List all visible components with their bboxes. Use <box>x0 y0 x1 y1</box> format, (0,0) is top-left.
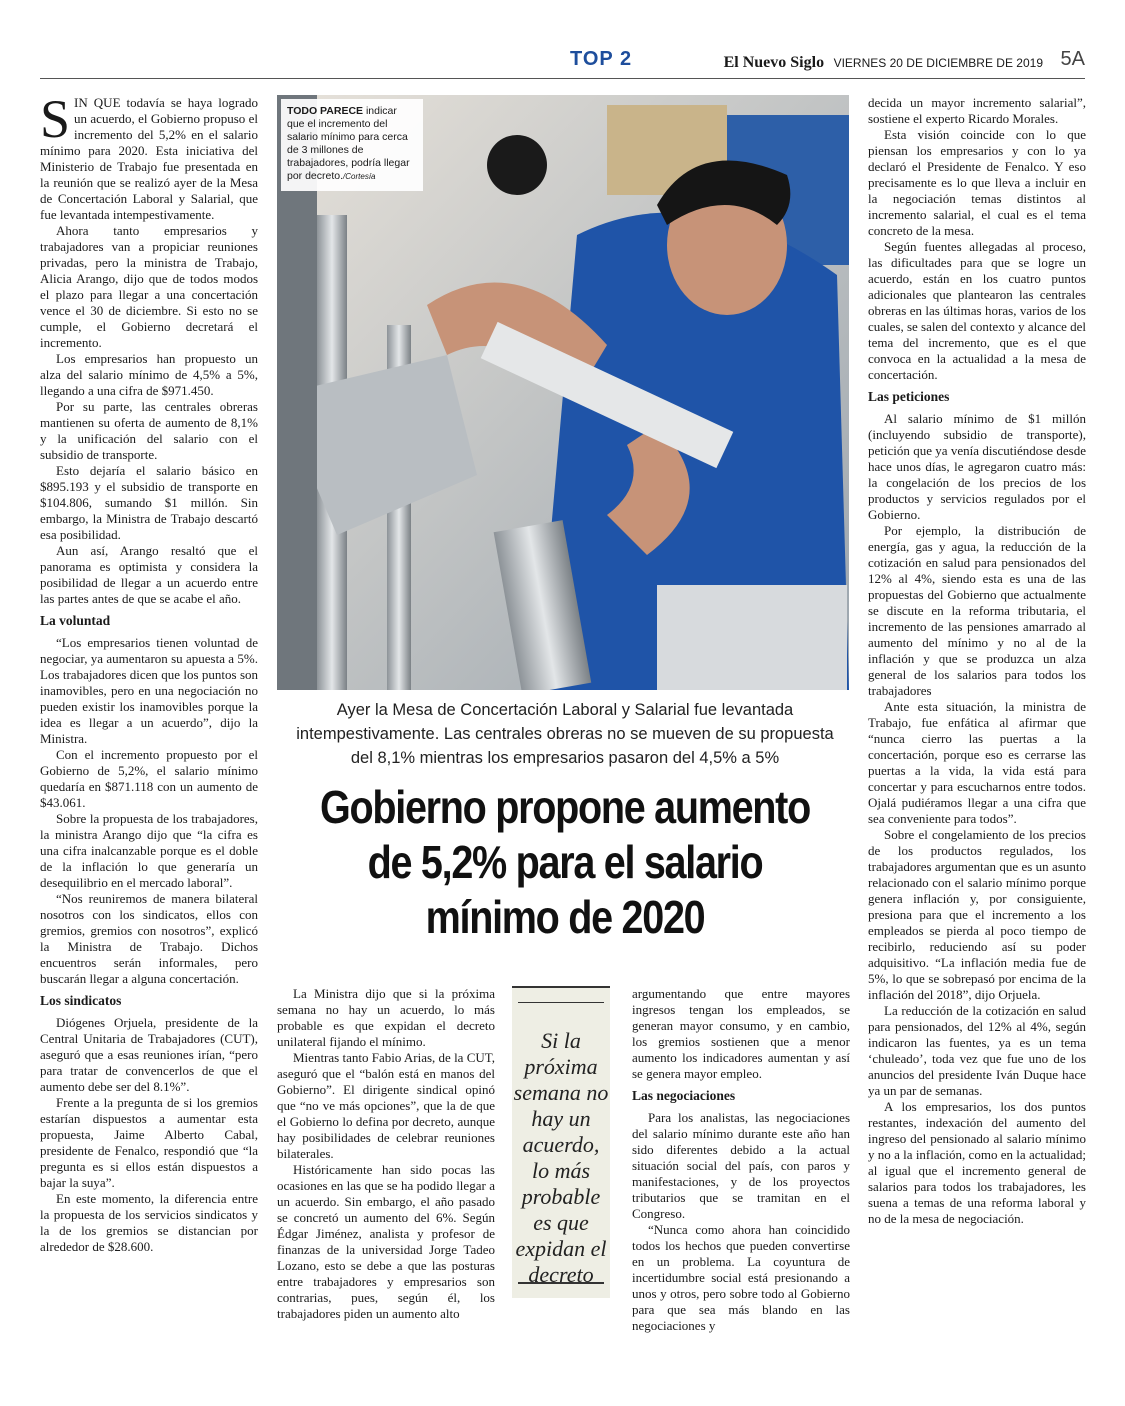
paragraph: argumentando que entre mayores ingresos tengan los empleados, se generan mayor consumo, y en cambio, los gremios sostienen que a menor aumento los indicadores aumentan y así se genera mayor empleo. <box>632 986 850 1081</box>
article-column-left <box>40 89 258 1255</box>
issue-date: VIERNES 20 DE DICIEMBRE DE 2019 <box>833 56 1043 70</box>
divider <box>518 1002 604 1003</box>
article-column-center-right <box>632 986 850 1334</box>
paragraph: Ahora tanto empresarios y trabajadores van a propiciar reuniones privadas, pero la ministra de Trabajo, Alicia Arango, dijo que de todos modos el plazo para llegar a una concertación vence el 30 de diciembre. Si esto no se cumple, el Gobierno decretará el incremento. <box>40 223 258 350</box>
section-tag: TOP 2 <box>570 48 633 70</box>
drop-cap: S <box>40 89 71 149</box>
paragraph: Esto dejaría el salario básico en $895.193 y el subsidio de transporte en $104.806, sumando $1 millón. Sin embargo, la Ministra de Trabajo descartó esa posibilidad. <box>40 463 258 542</box>
subhead: La voluntad <box>40 613 111 628</box>
paragraph: Por su parte, las centrales obreras mantienen su oferta de aumento de 8,1% y la unificación del salario con el subsidio de transporte. <box>40 399 258 462</box>
paragraph: Para los analistas, las negociaciones del salario mínimo durante este año han sido diferentes debido a la actual situación social del país, con paros y manifestaciones, y de los proyectos tributarios que se tramitan en el Congreso. <box>632 1110 850 1221</box>
pull-quote-text: Si la próxima semana no hay un acuerdo, lo más probable es que expidan el decreto <box>513 1028 609 1287</box>
paragraph: La reducción de la cotización en salud para pensionados, del 12% al 4%, según indicaron las fuentes, ya es un tema ‘chuleado’, toda vez que fue uno de los anuncios del presidente Iván Duque hace ya un par de semanas. <box>868 1003 1086 1098</box>
paragraph: Los empresarios han propuesto un alza del salario mínimo de 4,5% a 5%, llegando a una cifra de $971.450. <box>40 351 258 398</box>
subhead: Las negociaciones <box>632 1088 736 1103</box>
paragraph: “Nos reuniremos de manera bilateral nosotros con los sindicatos, ellos con gremios, gremios con nosotros”, explicó la Ministra de Trabajo. Dichos encuentros serán informales, pero buscarán llegar a alguna concertación. <box>40 891 258 986</box>
pull-quote <box>512 986 610 1298</box>
photo-caption: TODO PARECE indicar que el incremento del salario mínimo para cerca de 3 millones de trabajadores, podría llegar por decreto./Cortesía <box>281 99 423 191</box>
paragraph: Históricamente han sido pocas las ocasiones en las que se ha podido llegar a un acuerdo. Sin embargo, el año pasado se concretó un aumento del 6%. Según Édgar Jiménez, analista y profesor de finanzas de la universidad Jorge Tadeo Lozano, esto se debe a que las posturas entre trabajadores y empresarios son contrarias, pues, según él, los trabajadores piden un aumento alto <box>277 1162 495 1321</box>
paragraph: Ante esta situación, la ministra de Trabajo, fue enfática al afirmar que “nunca cierro las puertas a la concertación, porque eso es cerrarse las puertas a la vida, la vida está para concertar y para escucharnos entre todos. Ojalá pudiéramos llegar a una cifra que sea conveniente para todos”. <box>868 699 1086 826</box>
publication-name: El Nuevo Siglo <box>723 54 825 71</box>
paragraph: Diógenes Orjuela, presidente de la Central Unitaria de Trabajadores (CUT), aseguró que a esas reuniones irían, “pero para tratar de convencerlos de que el aumento debe ser del 8.1%”. <box>40 1015 258 1094</box>
photo-credit: /Cortesía <box>343 172 376 181</box>
paragraph: Con el incremento propuesto por el Gobierno de 5,2%, el salario mínimo quedaría en $871.118 con un aumento de $43.061. <box>40 747 258 810</box>
paragraph: Según fuentes allegadas al proceso, las dificultades para que se logre un acuerdo, están en los cuatro puntos adicionales que plantearon las centrales obreras en las últimas horas, varios de los cuales, se salen del contexto y alcance del tema del incremento, que es el que convoca en la actualidad a la mesa de concertación. <box>868 239 1087 382</box>
paragraph: “Nunca como ahora han coincidido todos los hechos que pueden convertirse en un problema. La coyuntura de incertidumbre social está presionando a unos y otros, pero sobre todo al Gobierno para que sea más blando en las negociaciones y <box>632 1222 850 1333</box>
lead-paragraph: SIN QUE todavía se haya logrado un acuerdo, el Gobierno propuso el incremento del 5,2% en el salario mínimo para 2020. Esta iniciativa del Ministerio de Trabajo fue presentada en la reunión que se realizó ayer de la Mesa de Concertación Laboral y Salarial, que fue levantada intempestivamente. <box>40 89 258 222</box>
paragraph: A los empresarios, los dos puntos restantes, indexación del aumento del ingreso del pensionado al salario mínimo y no a la inflación, como en la actualidad; al igual que el incremento general de salarios para todos los trabajadores, les suena a temas de una reforma laboral y no de la mesa de negociación. <box>868 1099 1086 1226</box>
paragraph: Al salario mínimo de $1 millón (incluyendo subsidio de transporte), petición que ya venía discutiéndose desde hace unos días, le agregaron cuatro más: la congelación de los precios de los productos y servicios regulados por el Gobierno. <box>868 411 1086 522</box>
paragraph: Aun así, Arango resaltó que el panorama es optimista y considera la posibilidad de llegar a un acuerdo entre las partes antes de que se acabe el año. <box>40 543 258 606</box>
article-deck: Ayer la Mesa de Concertación Laboral y Salarial fue levantada intempestivamente. Las centrales obreras no se mueven de su propuesta del 8,1% mientras los empresarios pasaron del 4,5% a 5% <box>296 701 834 767</box>
paragraph: Por ejemplo, la distribución de energía, gas y agua, la reducción de la cotización en salud para pensionados del 12% al 4%, siendo esta es una de las propuestas del Gobierno que actualmente se discute en la reforma tributaria, el incremento de las pensiones amarrado al aumento del mínimo y no al de la inflación y que se produzca un alza general de los salarios para todos los trabajadores <box>868 523 1086 698</box>
paragraph: Mientras tanto Fabio Arias, de la CUT, aseguró que el “balón está en manos del Gobierno”. El dirigente sindical opinó que “no ve más opciones”, que la de que el Gobierno lo defina por decreto, aunque hay posibilidades de celebrar reuniones bilaterales. <box>277 1050 495 1161</box>
article-column-center-left <box>277 986 495 1322</box>
subhead: Los sindicatos <box>40 993 122 1008</box>
masthead <box>724 54 1043 72</box>
page-header <box>40 48 1085 79</box>
paragraph: La Ministra dijo que si la próxima semana no hay un acuerdo, lo más probable es que expidan el decreto unilateral fijando el mínimo. <box>277 986 495 1049</box>
divider <box>518 1282 604 1284</box>
article-photo <box>277 95 849 690</box>
page-number: 5A <box>1060 48 1085 70</box>
paragraph: Esta visión coincide con lo que piensan los empresarios y con lo ya declaró el Presidente de Fenalco. Y eso precisamente es lo que lleva a incluir en la negociación temas distintos al incremento salarial, el cual es el tema concreto de la mesa. <box>868 127 1086 238</box>
paragraph: Sobre el congelamiento de los precios de los productos regulados, los trabajadores argumentan que es un asunto relacionado con el salario mínimo porque genera inflación y, por consiguiente, presiona para que el incremento a los empleados se pierda al poco tiempo de recibirlo, reduciendo así su poder adquisitivo. “La inflación media fue de 5%, lo que se sobrepasó por encima de la inflación del 2018”, dijo Orjuela. <box>868 827 1086 1002</box>
paragraph: Frente a la pregunta de si los gremios estarían dispuestos a aumentar esta propuesta, Jaime Alberto Cabal, presidente de Fenalco, respondió que “la pregunta es si ellos están dispuestos a bajar la suya”. <box>40 1095 258 1190</box>
paragraph: decida un mayor incremento salarial”, sostiene el experto Ricardo Morales. <box>868 95 1086 126</box>
subhead: Las peticiones <box>868 389 950 404</box>
paragraph: Sobre la propuesta de los trabajadores, la ministra Arango dijo que “la cifra es una cifra inalcanzable porque es el doble de la inflación lo que generaría un desequilibrio en el mercado laboral”. <box>40 811 258 890</box>
paragraph: “Los empresarios tienen voluntad de negociar, ya aumentaron su apuesta a 5%. Los trabajadores dicen que los puntos son inamovibles, pero en una negociación no pueden existir los inamovibles porque la idea es llegar a un acuerdo”, dijo la Ministra. <box>40 635 258 746</box>
paragraph: En este momento, la diferencia entre la propuesta de los servicios sindicatos y la de los gremios se distancian por alrededor de $28.600. <box>40 1191 258 1254</box>
article-headline: Gobierno propone aumento de 5,2% para el salario mínimo de 2020 <box>320 781 810 943</box>
article-column-right <box>868 95 1086 1227</box>
